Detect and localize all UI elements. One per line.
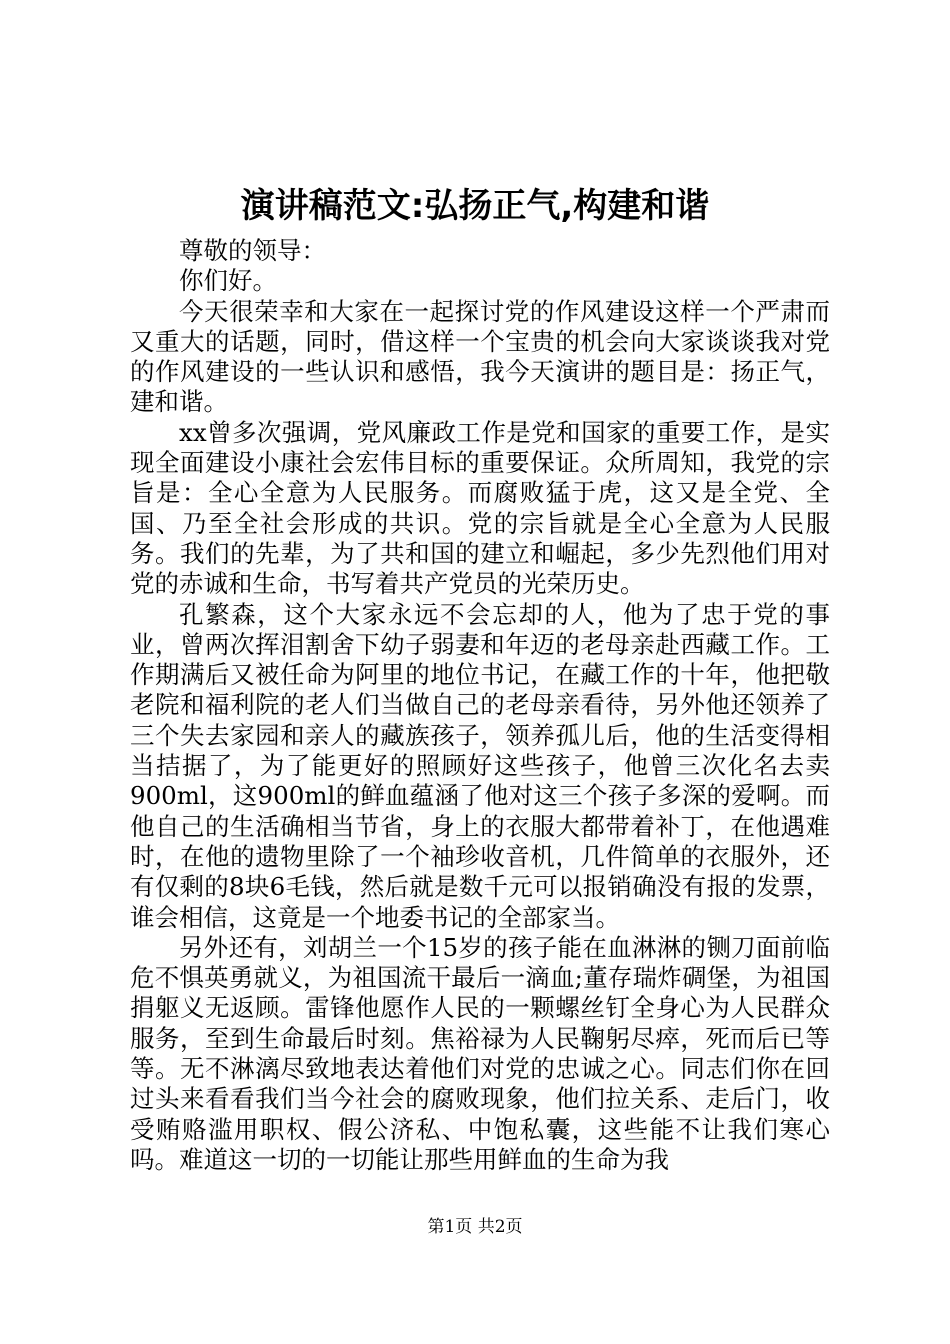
paragraph-4: 另外还有，刘胡兰一个15岁的孩子能在血淋淋的铡刀面前临危不惧英勇就义，为祖国流干最后一滴血;董存瑞炸碉堡，为祖国捐躯义无返顾。雷锋他愿作人民的一颗螺丝钉全身心为人民群众服务，至到生命最后时刻。焦裕禄为人民鞠躬尽瘁，死而后已等等。无不淋漓尽致地表达着他们对党的忠诚之心。同志们你在回过头来看看我们当今社会的腐败现象，他们拉关系、走后门，收受贿赂滥用职权、假公济私、中饱私囊，这些能不让我们寒心吗。难道这一切的一切能让那些用鲜血的生命为我 — [130, 932, 830, 1174]
paragraph-2: xx曾多次强调，党风廉政工作是党和国家的重要工作，是实现全面建设小康社会宏伟目标的重要保证。众所周知，我党的宗旨是：全心全意为人民服务。而腐败猛于虎，这又是全党、全国、乃至全社会形成的共识。党的宗旨就是全心全意为人民服务。我们的先辈，为了共和国的建立和崛起，多少先烈他们用对党的赤诚和生命，书写着共产党员的光荣历史。 — [130, 417, 830, 599]
document-body — [130, 236, 830, 1175]
salutation: 尊敬的领导： — [179, 236, 326, 265]
paragraph-1: 今天很荣幸和大家在一起探讨党的作风建设这样一个严肃而又重大的话题，同时，借这样一个宝贵的机会向大家谈谈我对党的作风建设的一些认识和感悟，我今天演讲的题目是：扬正气，建和谐。 — [130, 296, 830, 417]
page-footer: 第1页 共2页 — [427, 1217, 523, 1237]
paragraph-3: 孔繁森，这个大家永远不会忘却的人，他为了忠于党的事业，曾两次挥泪割舍下幼子弱妻和年迈的老母亲赴西藏工作。工作期满后又被任命为阿里的地位书记，在藏工作的十年，他把敬老院和福利院的老人们当做自己的老母亲看待，另外他还领养了三个失去家园和亲人的藏族孩子，领养孤儿后，他的生活变得相当拮据了，为了能更好的照顾好这些孩子，他曾三次化名去卖900ml，这900ml的鲜血蕴涵了他对这三个孩子多深的爱啊。而他自己的生活确相当节省，身上的衣服大都带着补丁，在他遇难时，在他的遗物里除了一个袖珍收音机，几件简单的衣服外，还有仅剩的8块6毛钱，然后就是数千元可以报销确没有报的发票，谁会相信，这竟是一个地委书记的全部家当。 — [130, 599, 830, 932]
greeting: 你们好。 — [179, 266, 277, 296]
document-title: 演讲稿范文:弘扬正气,构建和谐 — [240, 186, 710, 226]
